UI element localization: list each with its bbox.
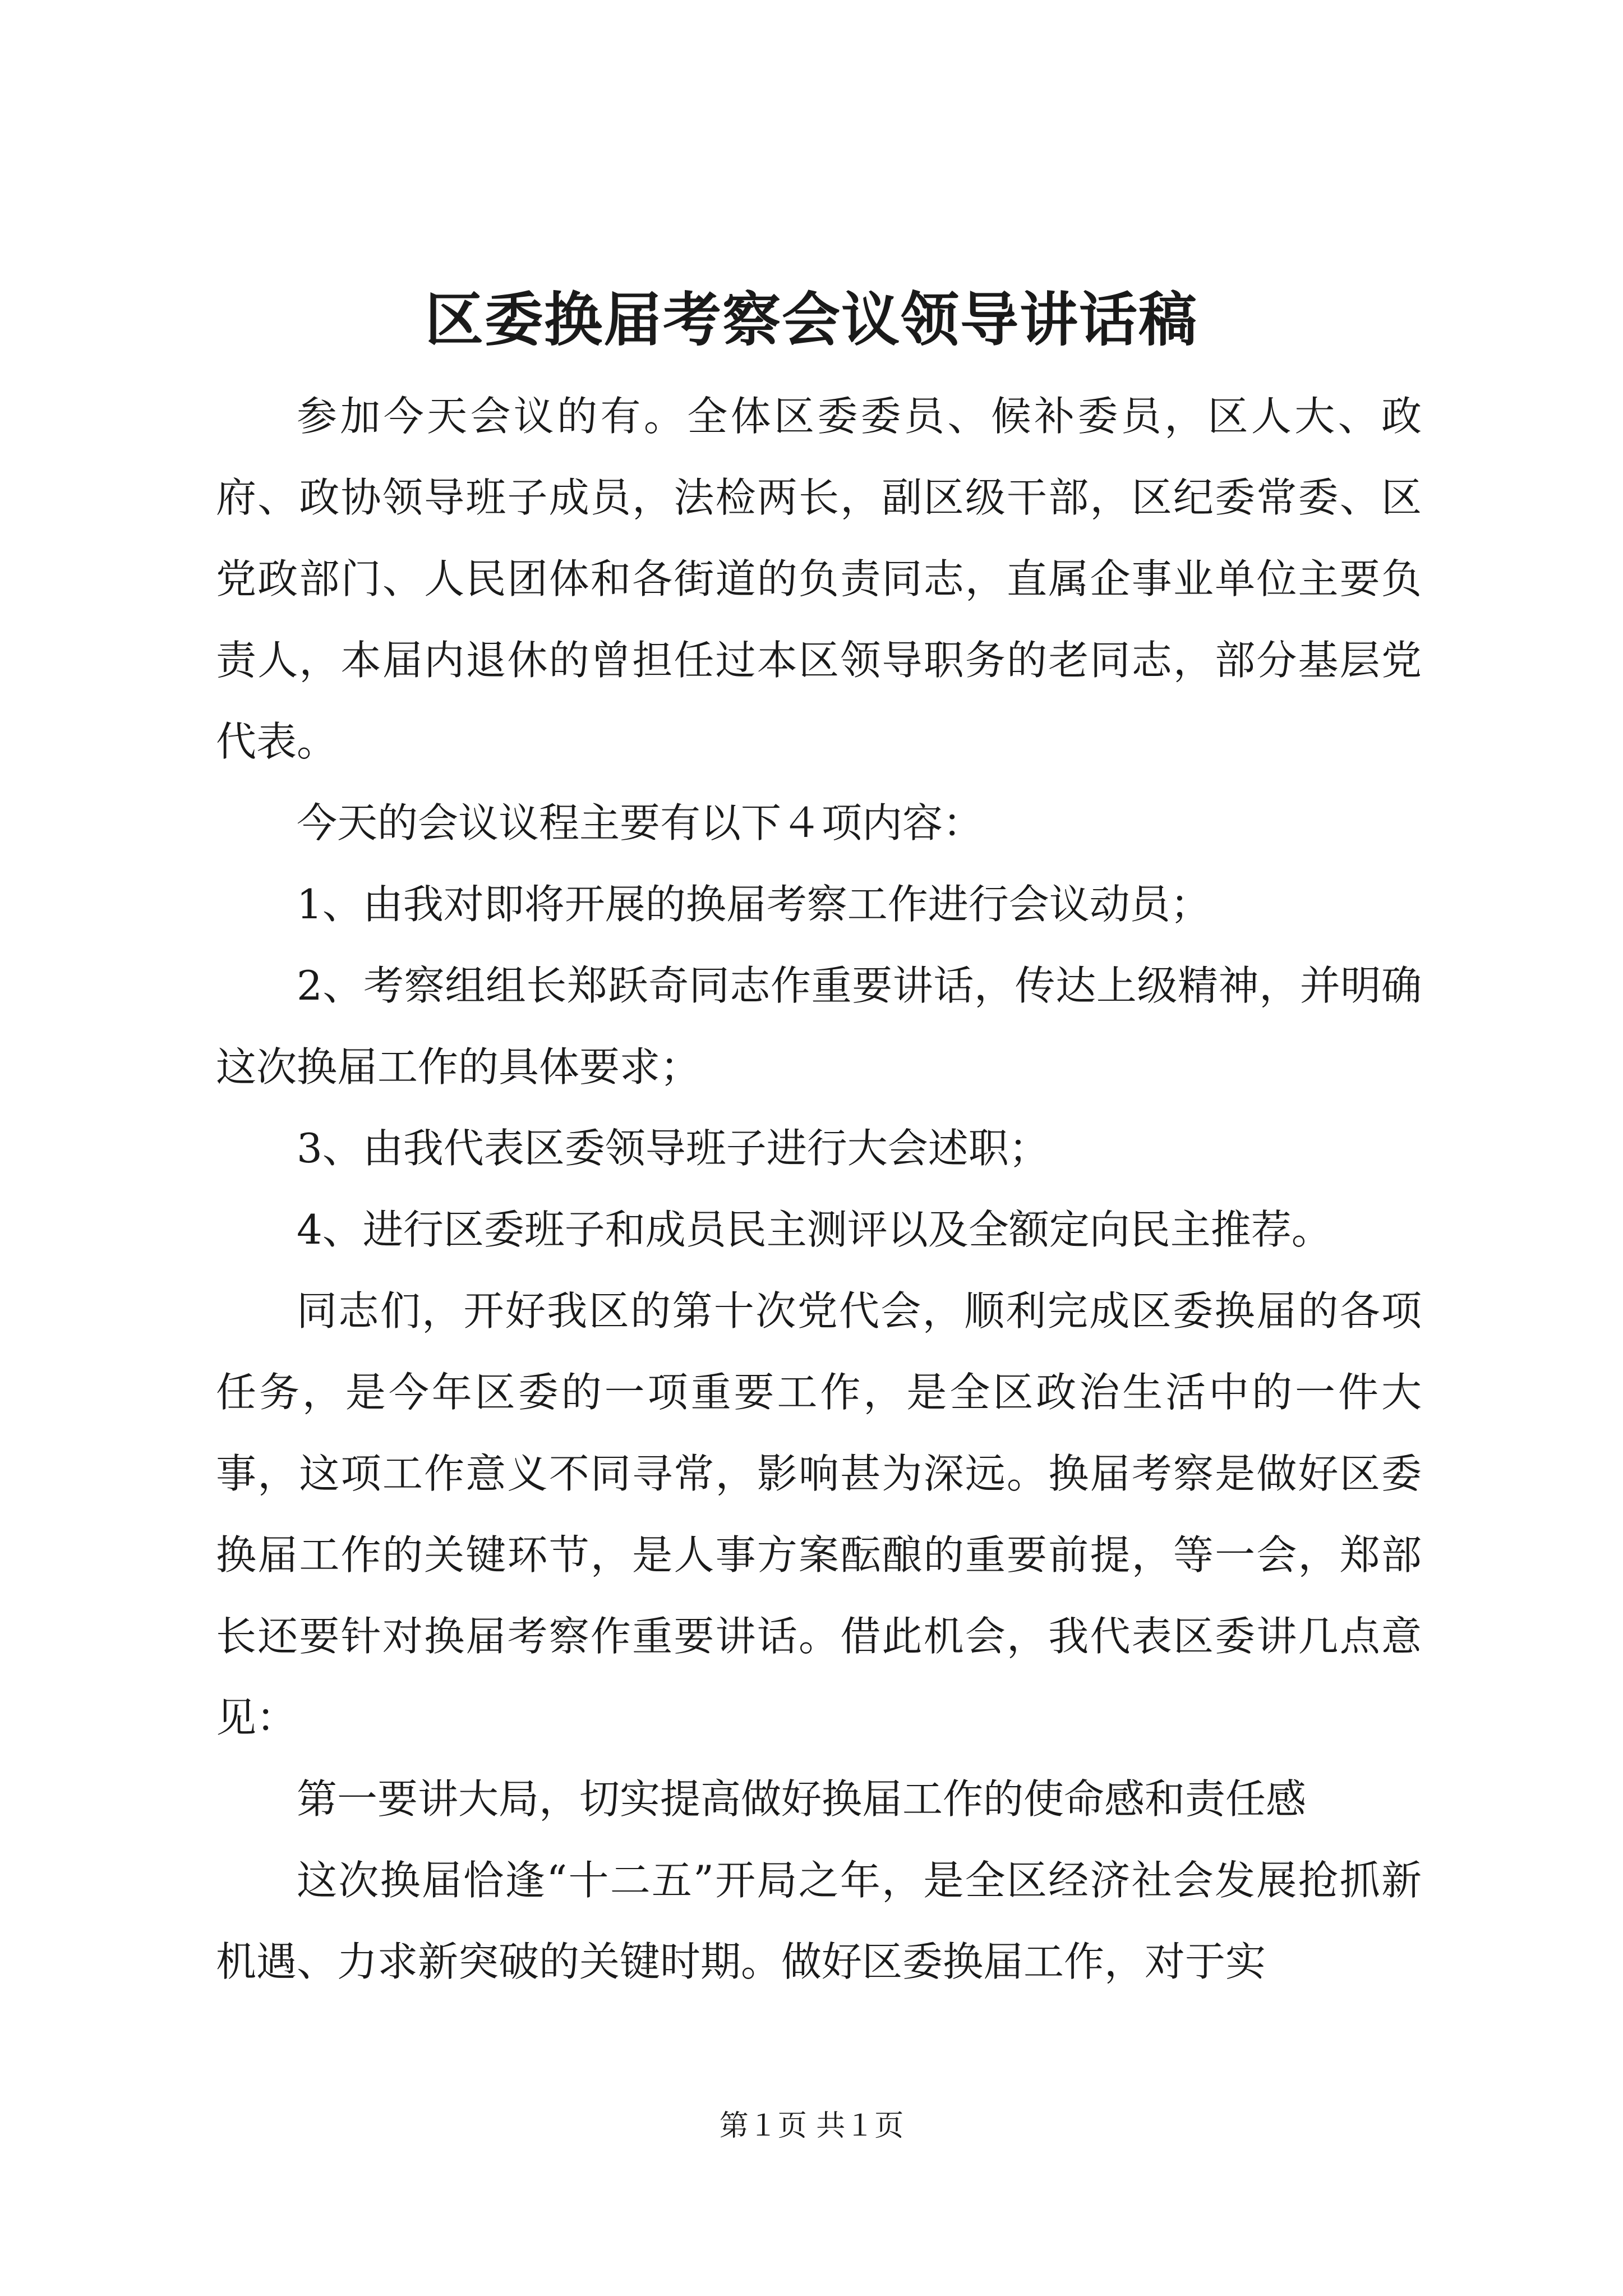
document-title: 区委换届考察会议领导讲话稿 bbox=[425, 285, 1198, 354]
paragraph: 第一要讲大局，切实提高做好换届工作的使命感和责任感 bbox=[297, 1775, 1307, 1823]
paragraph: 3、由我代表区委领导班子进行大会述职； bbox=[297, 1125, 1049, 1172]
page-footer: 第１页 共１页 bbox=[719, 2109, 904, 2143]
paragraph: 今天的会议议程主要有以下４项内容： bbox=[297, 799, 984, 846]
document-body bbox=[216, 376, 1422, 2003]
paragraph: 这次换届恰逢“十二五”开局之年，是全区经济社会发展抢抓新机遇、力求新突破的关键时期。做好区委换届工作，对于实 bbox=[216, 1857, 1422, 1985]
paragraph: 参加今天会议的有。全体区委委员、候补委员，区人大、政府、政协领导班子成员，法检两长，副区级干部，区纪委常委、区党政部门、人民团体和各街道的负责同志，直属企事业单位主要负责人，本届内退休的曾担任过本区领导职务的老同志，部分基层党代表。 bbox=[216, 393, 1422, 765]
paragraph: 4、进行区委班子和成员民主测评以及全额定向民主推荐。 bbox=[297, 1206, 1332, 1253]
paragraph: 1、由我对即将开展的换届考察工作进行会议动员； bbox=[297, 881, 1211, 928]
paragraph: 同志们，开好我区的第十次党代会，顺利完成区委换届的各项任务，是今年区委的一项重要工作，是全区政治生活中的一件大事，这项工作意义不同寻常，影响甚为深远。换届考察是做好区委换届工作的关键环节，是人事方案酝酿的重要前提，等一会，郑部长还要针对换届考察作重要讲话。借此机会，我代表区委讲几点意见： bbox=[216, 1287, 1422, 1741]
paragraph: 2、考察组组长郑跃奇同志作重要讲话，传达上级精神，并明确这次换届工作的具体要求； bbox=[216, 962, 1422, 1091]
